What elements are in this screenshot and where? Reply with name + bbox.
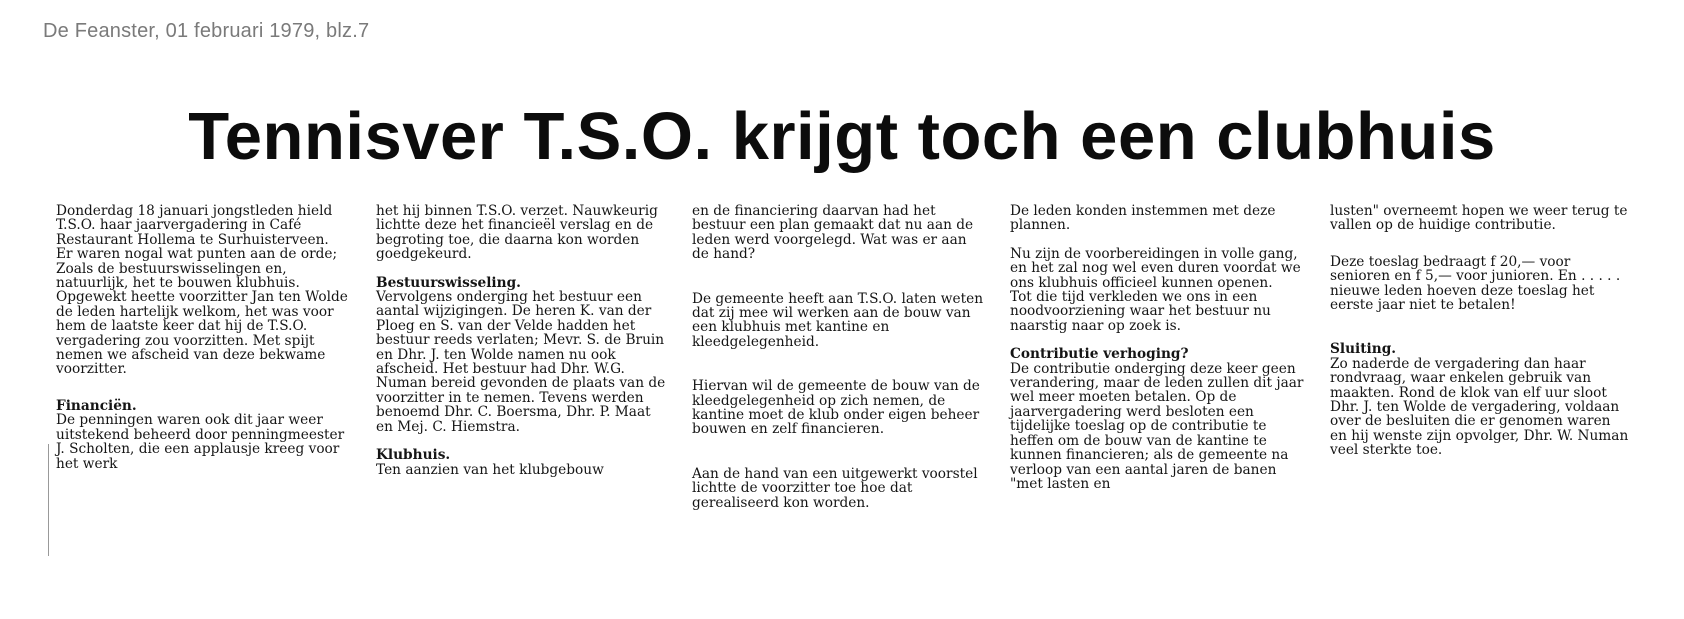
paragraph: het hij binnen T.S.O. verzet. Nauwkeurig lichtte deze het financieël verslag en de begroting toe, die daarna kon worden goedgekeurd. — [376, 203, 658, 263]
paragraph: Tot die tijd verkleden we ons in een noodvoorziening waar het bestuur nu naarstig naar op zoek is. — [1010, 289, 1271, 334]
article-column-4 — [1010, 204, 1306, 491]
paragraph: Opgewekt heette voorzitter Jan ten Wolde de leden hartelijk welkom, het was voor hem de laatste keer dat hij de T.S.O. vergadering zou voorzitten. Met spijt nemen we afscheid van deze bekwame voorzitter. — [56, 289, 348, 378]
paragraph: Nu zijn de voorbereidingen in volle gang, en het zal nog wel even duren voordat we ons klubhuis officieel kunnen openen. — [1010, 245, 1301, 291]
paragraph: lusten" overneemt hopen we weer terug te vallen op de huidige contributie. — [1330, 203, 1628, 234]
paragraph: De contributie onderging deze keer geen verandering, maar de leden zullen dit jaar wel meer moeten betalen. Op de jaarvergadering werd besloten een tijdelijke toeslag op de contributie te heffen om de bouw van de kantine te kunnen financieren; als de gemeente na verloop van een aantal jaren de banen "met lasten en — [1010, 360, 1304, 492]
subheading-klubhuis: Klubhuis. — [376, 447, 451, 464]
article-column-5 — [1330, 204, 1630, 458]
article-column-2 — [376, 204, 670, 477]
article-column-3 — [692, 204, 986, 510]
subheading-contributie-verhoging: Contributie verhoging? — [1010, 346, 1189, 363]
paragraph: Zoals de bestuurswisselingen en, natuurlijk, het te bouwen klubhuis. — [56, 260, 300, 292]
paragraph: Vervolgens onderging het bestuur een aantal wijzigingen. De heren K. van der Ploeg en S. van der Velde hadden het bestuur reeds verlaten; Mevr. S. de Bruin en Dhr. J. ten Wolde namen nu ook afscheid. Het bestuur had Dhr. W.G. Numan bereid gevonden de plaats van de voorzitter in te nemen. Tevens werden benoemd Dhr. C. Boersma, Dhr. P. Maat en Mej. C. Hiemstra. — [376, 289, 666, 435]
paragraph: De gemeente heeft aan T.S.O. laten weten dat zij mee wil werken aan de bouw van een klubhuis met kantine en kleedgelegenheid. — [692, 290, 984, 350]
subheading-sluiting: Sluiting. — [1330, 341, 1397, 358]
column-divider — [48, 444, 49, 556]
paragraph: Donderdag 18 januari jongstleden hield T.S.O. haar jaarvergadering in Café Restaurant Hollema te Surhuisterveen. — [56, 203, 333, 248]
paragraph: De leden konden instemmen met deze plannen. — [1010, 203, 1276, 234]
paragraph: De penningen waren ook dit jaar weer uitstekend beheerd door penningmeester J. Scholten, die een applausje kreeg voor het werk — [56, 412, 345, 472]
paragraph: Hiervan wil de gemeente de bouw van de kleedgelegenheid op zich nemen, de kantine moet de klub onder eigen beheer bouwen en zelf financieren. — [692, 378, 980, 438]
headline: Tennisver T.S.O. krijgt toch een clubhuis — [188, 99, 1496, 174]
paragraph: Deze toeslag bedraagt f 20,— voor senioren en f 5,— voor junioren. En . . . . . nieuwe leden hoeven deze toeslag het eerste jaar niet te betalen! — [1330, 253, 1621, 314]
source-line: De Feanster, 01 februari 1979, blz.7 — [43, 20, 370, 42]
paragraph: Aan de hand van een uitgewerkt voorstel lichtte de voorzitter toe hoe dat gerealiseerd kon worden. — [692, 465, 978, 511]
paragraph: Ten aanzien van het klubgebouw — [376, 461, 604, 478]
paragraph: Zo naderde de vergadering dan haar rondvraag, waar enkelen gebruik van maakten. Rond de klok van elf uur sloot Dhr. J. ten Wolde de vergadering, voldaan over de besluiten die er genomen waren en hij wenste zijn opvolger, Dhr. W. Numan veel sterkte toe. — [1330, 355, 1629, 459]
subheading-financien: Financiën. — [56, 397, 137, 414]
subheading-bestuurswisseling: Bestuurswisseling. — [376, 274, 521, 291]
paragraph: Er waren nogal wat punten aan de orde; — [56, 246, 338, 263]
article-column-1 — [56, 204, 350, 471]
paragraph: en de financiering daarvan had het bestuur een plan gemaakt dat nu aan de leden werd voorgelegd. Wat was er aan de hand? — [692, 203, 974, 263]
